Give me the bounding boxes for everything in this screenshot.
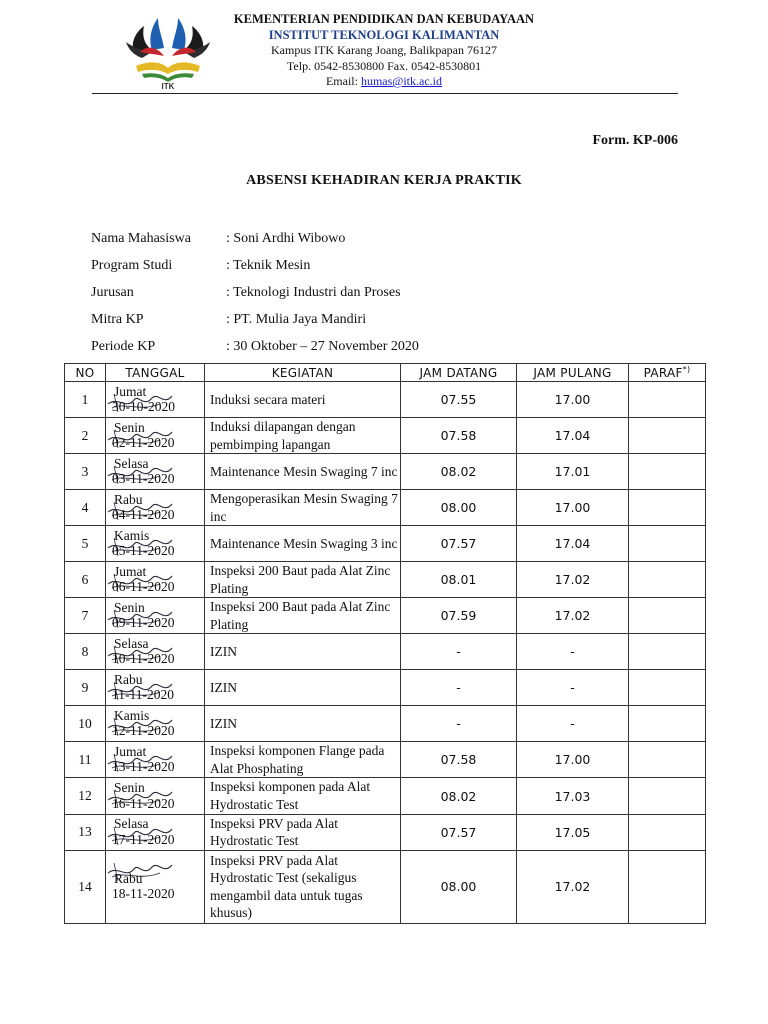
cell-day: Selasa — [114, 636, 149, 652]
cell-jam-pulang: - — [517, 670, 629, 706]
institute-phone: Telp. 0542-8530800 Fax. 0542-8530801 — [286, 59, 482, 73]
field-label-periode: Periode KP — [91, 339, 156, 354]
svg-text:ITK: ITK — [161, 82, 175, 90]
cell-tanggal — [106, 778, 205, 814]
table-row — [65, 562, 706, 598]
cell-tanggal — [106, 850, 205, 923]
cell-tanggal — [106, 382, 205, 418]
email-link[interactable]: humas@itk.ac.id — [360, 74, 443, 88]
cell-no: 8 — [65, 634, 106, 670]
cell-tanggal — [106, 562, 205, 598]
field-label-nama: Nama Mahasiswa — [91, 231, 191, 246]
cell-tanggal — [106, 454, 205, 490]
cell-date: 12-11-2020 — [112, 723, 175, 739]
cell-jam-pulang: 17.02 — [517, 598, 629, 634]
cell-date: 04-11-2020 — [112, 507, 175, 523]
header-tanggal: TANGGAL — [106, 364, 205, 382]
cell-tanggal — [106, 814, 205, 850]
cell-jam-datang: 07.58 — [401, 418, 517, 454]
cell-tanggal — [106, 670, 205, 706]
cell-date: 11-11-2020 — [112, 687, 174, 703]
cell-day: Senin — [114, 419, 145, 435]
table-row — [65, 490, 706, 526]
cell-jam-datang: 08.00 — [401, 490, 517, 526]
cell-jam-datang: 08.02 — [401, 454, 517, 490]
table-body — [65, 382, 706, 924]
cell-jam-datang: 07.58 — [401, 742, 517, 778]
cell-paraf[interactable] — [629, 634, 706, 670]
cell-paraf[interactable] — [629, 562, 706, 598]
table-row — [65, 382, 706, 418]
cell-jam-pulang: 17.02 — [517, 850, 629, 923]
cell-no: 11 — [65, 742, 106, 778]
cell-no: 2 — [65, 418, 106, 454]
cell-no: 9 — [65, 670, 106, 706]
cell-day: Jumat — [114, 383, 147, 399]
letterhead-divider — [92, 93, 678, 94]
header-paraf-label: PARAF — [643, 366, 683, 380]
header-jam-datang: JAM DATANG — [401, 364, 517, 382]
table-row — [65, 670, 706, 706]
cell-tanggal — [106, 634, 205, 670]
cell-paraf[interactable] — [629, 598, 706, 634]
cell-jam-pulang: 17.00 — [517, 742, 629, 778]
cell-jam-datang: 07.59 — [401, 598, 517, 634]
cell-tanggal — [106, 706, 205, 742]
cell-tanggal — [106, 742, 205, 778]
cell-day: Jumat — [114, 564, 147, 580]
header-paraf-note: *) — [682, 365, 691, 374]
cell-kegiatan: Induksi secara materi — [205, 382, 401, 418]
cell-day: Kamis — [114, 528, 150, 543]
itk-logo — [122, 14, 214, 90]
table-row — [65, 814, 706, 850]
cell-date: 05-11-2020 — [112, 543, 175, 559]
field-value-mitra: : PT. Mulia Jaya Mandiri — [226, 312, 367, 327]
cell-kegiatan: IZIN — [205, 706, 401, 742]
cell-jam-pulang: 17.02 — [517, 562, 629, 598]
cell-paraf[interactable] — [629, 850, 706, 923]
cell-jam-datang: 08.02 — [401, 778, 517, 814]
cell-paraf[interactable] — [629, 814, 706, 850]
table-row — [65, 742, 706, 778]
cell-no: 5 — [65, 526, 106, 562]
field-value-prodi: : Teknik Mesin — [226, 258, 311, 273]
cell-kegiatan: Inspeksi komponen Flange pada Alat Phosphating — [205, 742, 401, 778]
cell-day: Senin — [114, 780, 145, 796]
cell-no: 3 — [65, 454, 106, 490]
cell-no: 14 — [65, 850, 106, 923]
cell-jam-pulang: 17.04 — [517, 418, 629, 454]
cell-jam-datang: 07.57 — [401, 814, 517, 850]
cell-tanggal — [106, 526, 205, 562]
cell-kegiatan: Inspeksi 200 Baut pada Alat Zinc Plating — [205, 562, 401, 598]
cell-jam-datang: 08.01 — [401, 562, 517, 598]
cell-no: 10 — [65, 706, 106, 742]
cell-date: 13-11-2020 — [112, 759, 175, 775]
header-kegiatan: KEGIATAN — [205, 364, 401, 382]
cell-date: 17-11-2020 — [112, 831, 175, 847]
cell-jam-datang: 07.55 — [401, 382, 517, 418]
cell-jam-pulang: 17.01 — [517, 454, 629, 490]
field-label-mitra: Mitra KP — [91, 312, 144, 327]
ministry-name: KEMENTERIAN PENDIDIKAN DAN KEBUDAYAAN — [233, 12, 535, 26]
cell-paraf[interactable] — [629, 490, 706, 526]
table-row — [65, 418, 706, 454]
cell-day: Selasa — [114, 816, 149, 832]
cell-date: 16-11-2020 — [112, 795, 175, 811]
cell-paraf[interactable] — [629, 526, 706, 562]
header-jam-pulang: JAM PULANG — [517, 364, 629, 382]
field-value-jurusan: : Teknologi Industri dan Proses — [226, 285, 401, 300]
table-row — [65, 634, 706, 670]
institute-email-line — [214, 75, 554, 87]
cell-jam-datang: - — [401, 634, 517, 670]
cell-kegiatan: Mengoperasikan Mesin Swaging 7 inc — [205, 490, 401, 526]
cell-no: 13 — [65, 814, 106, 850]
cell-date: 18-11-2020 — [112, 886, 175, 902]
cell-kegiatan: IZIN — [205, 634, 401, 670]
cell-day: Selasa — [114, 455, 149, 471]
cell-jam-pulang: - — [517, 706, 629, 742]
cell-no: 12 — [65, 778, 106, 814]
institute-address: Kampus ITK Karang Joang, Balikpapan 76127 — [271, 43, 497, 57]
header-paraf — [629, 364, 706, 382]
cell-jam-pulang: 17.00 — [517, 490, 629, 526]
cell-kegiatan: Inspeksi PRV pada Alat Hydrostatic Test — [205, 814, 401, 850]
cell-jam-pulang: 17.04 — [517, 526, 629, 562]
cell-tanggal — [106, 598, 205, 634]
table-row — [65, 454, 706, 490]
cell-no: 4 — [65, 490, 106, 526]
table-row — [65, 850, 706, 923]
cell-day: Senin — [114, 600, 145, 616]
cell-jam-datang: 08.00 — [401, 850, 517, 923]
cell-paraf[interactable] — [629, 382, 706, 418]
header-no: NO — [65, 364, 106, 382]
cell-date: 06-11-2020 — [112, 579, 175, 595]
cell-paraf[interactable] — [629, 742, 706, 778]
cell-kegiatan: Inspeksi 200 Baut pada Alat Zinc Plating — [205, 598, 401, 634]
cell-paraf[interactable] — [629, 706, 706, 742]
email-label: Email: — [325, 74, 361, 88]
cell-kegiatan: IZIN — [205, 670, 401, 706]
cell-paraf[interactable] — [629, 778, 706, 814]
table-row — [65, 706, 706, 742]
form-code: Form. KP-006 — [592, 133, 678, 148]
cell-kegiatan: Inspeksi komponen pada Alat Hydrostatic Test — [205, 778, 401, 814]
cell-jam-pulang: 17.00 — [517, 382, 629, 418]
cell-no: 6 — [65, 562, 106, 598]
cell-paraf[interactable] — [629, 418, 706, 454]
table-row — [65, 598, 706, 634]
cell-kegiatan: Inspeksi PRV pada Alat Hydrostatic Test (sekaligus mengambil data untuk tugas khusus) — [205, 850, 401, 923]
cell-kegiatan: Maintenance Mesin Swaging 7 inc — [205, 454, 401, 490]
cell-day: Rabu — [114, 870, 143, 886]
table-header-row — [65, 364, 706, 382]
field-label-jurusan: Jurusan — [91, 285, 134, 300]
cell-jam-pulang: - — [517, 634, 629, 670]
cell-tanggal — [106, 490, 205, 526]
attendance-table — [64, 363, 706, 924]
cell-date: 03-11-2020 — [112, 471, 175, 487]
cell-day: Rabu — [114, 672, 143, 688]
cell-jam-pulang: 17.05 — [517, 814, 629, 850]
cell-day: Jumat — [114, 744, 147, 760]
cell-no: 1 — [65, 382, 106, 418]
cell-jam-datang: - — [401, 706, 517, 742]
cell-no: 7 — [65, 598, 106, 634]
field-value-nama: : Soni Ardhi Wibowo — [226, 231, 346, 246]
cell-date: 09-11-2020 — [112, 615, 175, 631]
institute-name: INSTITUT TEKNOLOGI KALIMANTAN — [268, 28, 500, 42]
cell-kegiatan: Induksi dilapangan dengan pembimping lapangan — [205, 418, 401, 454]
cell-date: 30-10-2020 — [112, 399, 175, 414]
cell-kegiatan: Maintenance Mesin Swaging 3 inc — [205, 526, 401, 562]
table-row — [65, 526, 706, 562]
cell-date: 02-11-2020 — [112, 435, 175, 451]
cell-day: Rabu — [114, 491, 143, 507]
field-label-prodi: Program Studi — [91, 258, 173, 273]
field-value-periode: : 30 Oktober – 27 November 2020 — [226, 339, 419, 354]
cell-paraf[interactable] — [629, 454, 706, 490]
cell-jam-datang: - — [401, 670, 517, 706]
document-title: ABSENSI KEHADIRAN KERJA PRAKTIK — [246, 173, 522, 188]
cell-tanggal — [106, 418, 205, 454]
cell-jam-datang: 07.57 — [401, 526, 517, 562]
cell-day: Kamis — [114, 708, 150, 724]
cell-paraf[interactable] — [629, 670, 706, 706]
cell-date: 10-11-2020 — [112, 651, 175, 667]
cell-jam-pulang: 17.03 — [517, 778, 629, 814]
table-row — [65, 778, 706, 814]
